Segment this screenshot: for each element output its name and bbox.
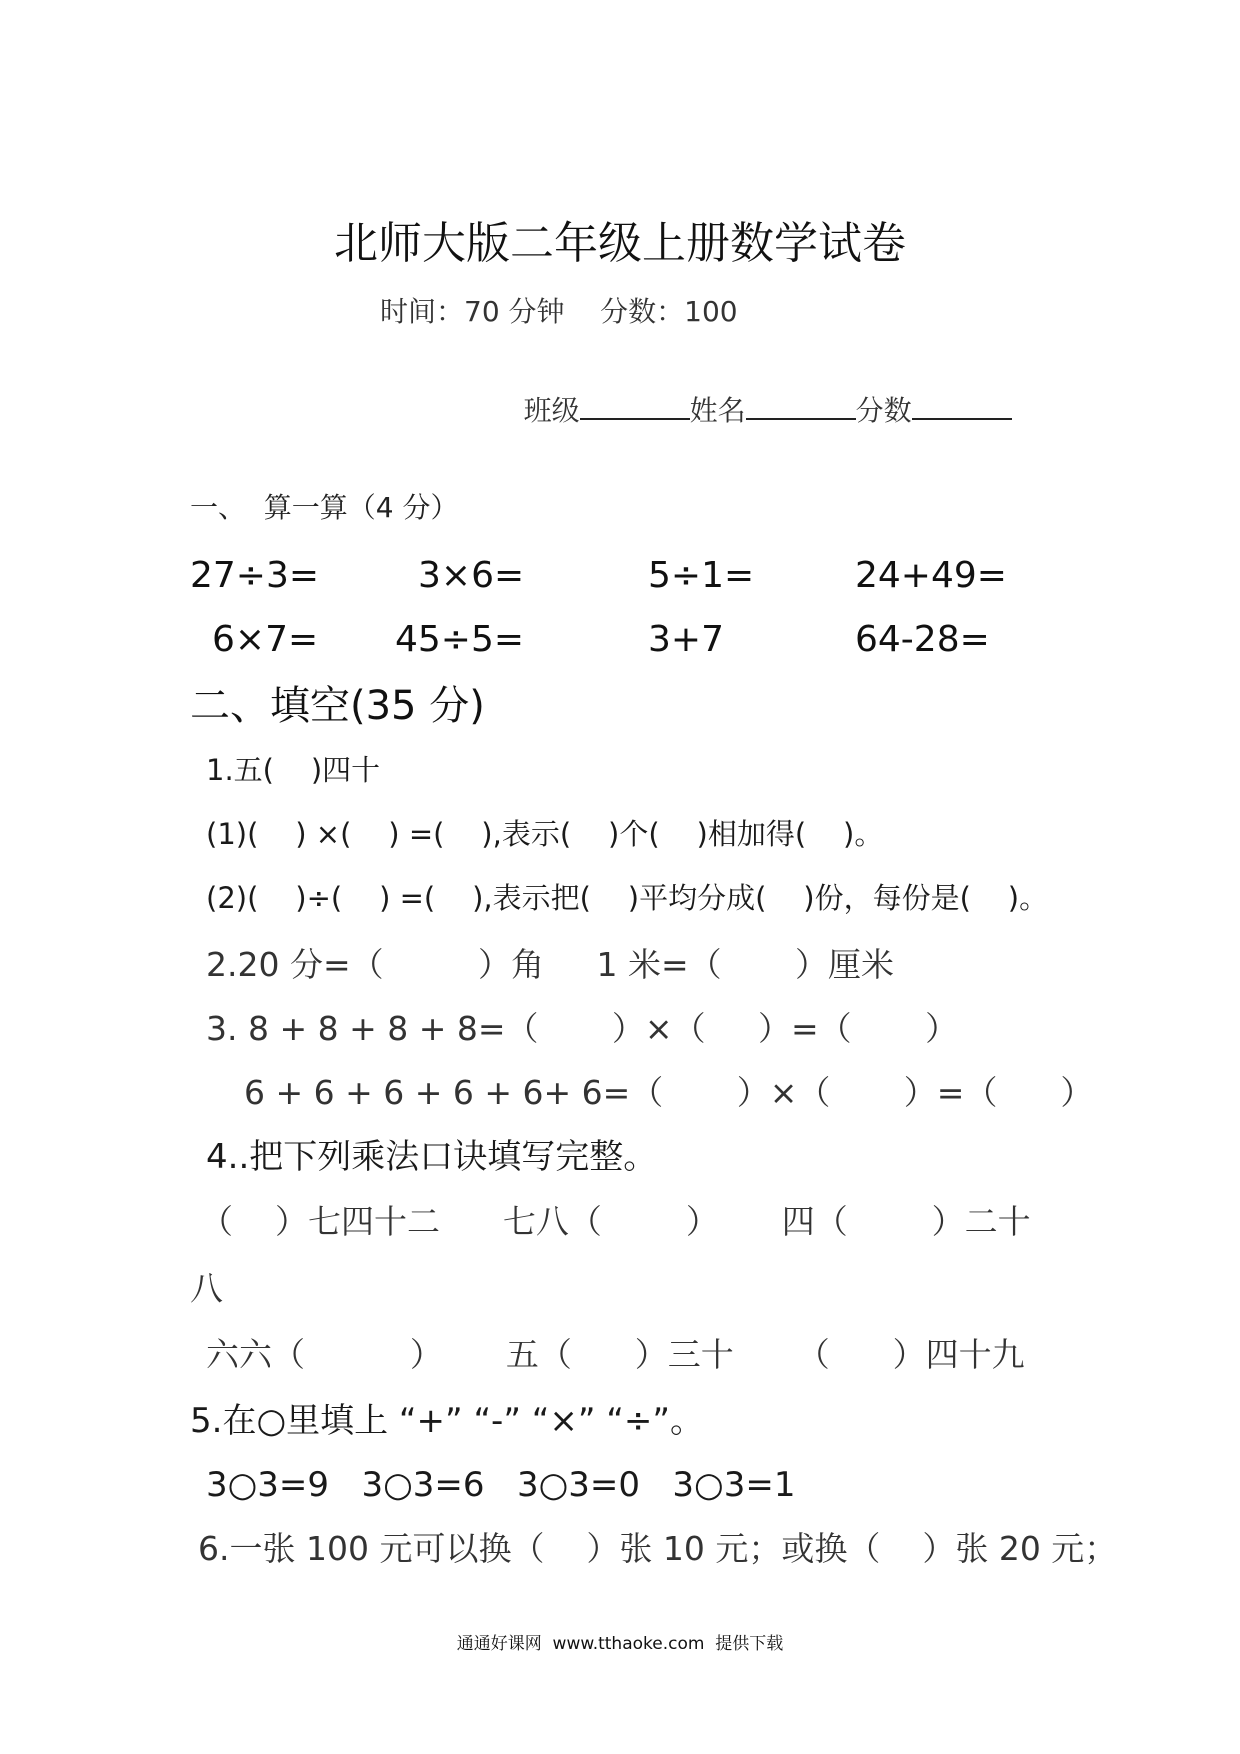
calc-item: 24+49= bbox=[855, 555, 1007, 596]
question-4: 4..把下列乘法口诀填写完整。 bbox=[206, 1137, 658, 1177]
calc-item: 3×6= bbox=[418, 555, 525, 596]
question-5-items: 3○3=9 3○3=6 3○3=0 3○3=1 bbox=[206, 1465, 796, 1505]
name-blank bbox=[746, 394, 856, 420]
calc-item: 3+7 bbox=[648, 619, 724, 660]
time-score-info: 时间：70 分钟 分数：100 bbox=[380, 295, 738, 328]
question-4-line-2: 六六（ ） 五（ ）三十 （ ）四十九 bbox=[206, 1335, 1025, 1374]
question-2: 2.20 分=（ ）角 1 米=（ ）厘米 bbox=[206, 945, 895, 984]
calc-item: 6×7= bbox=[212, 619, 319, 660]
section1-heading: 一、 算一算（4 分） bbox=[190, 491, 459, 524]
question-1-part-1: (1)( ) ×( ) =( ),表示( )个( )相加得( )。 bbox=[206, 817, 884, 851]
score-label: 分数 bbox=[855, 394, 912, 427]
footer-download-note: 通通好课网 www.tthaoke.com 提供下载 bbox=[456, 1634, 784, 1654]
calc-item: 64-28= bbox=[855, 619, 990, 660]
calc-item: 27÷3= bbox=[190, 555, 320, 596]
class-label: 班级 bbox=[523, 394, 580, 427]
calc-item: 5÷1= bbox=[648, 555, 755, 596]
question-1: 1.五( )四十 bbox=[206, 753, 381, 787]
question-4-line-1-cont: 八 bbox=[190, 1269, 223, 1308]
section2-heading: 二、填空(35 分) bbox=[190, 683, 485, 729]
calc-item: 45÷5= bbox=[395, 619, 525, 660]
page-title: 北师大版二年级上册数学试卷 bbox=[334, 218, 906, 269]
question-3b: 6 + 6 + 6 + 6 + 6+ 6=（ ）×（ ）=（ ） bbox=[244, 1073, 1094, 1112]
question-3a: 3. 8 + 8 + 8 + 8=（ ）×（ ）=（ ） bbox=[206, 1009, 959, 1048]
question-1-part-2: (2)( )÷( ) =( ),表示把( )平均分成( )份，每份是( )。 bbox=[206, 881, 1049, 915]
name-label: 姓名 bbox=[689, 394, 746, 427]
class-blank bbox=[580, 394, 690, 420]
question-5: 5.在○里填上 “+” “-” “×” “÷”。 bbox=[190, 1401, 704, 1441]
student-info-line bbox=[488, 366, 1012, 453]
question-6: 6.一张 100 元可以换（ ）张 10 元；或换（ ）张 20 元； bbox=[198, 1529, 1118, 1568]
question-4-line-1: （ ）七四十二 七八（ ） 四（ ）二十 bbox=[200, 1202, 1031, 1241]
score-blank bbox=[912, 394, 1012, 420]
